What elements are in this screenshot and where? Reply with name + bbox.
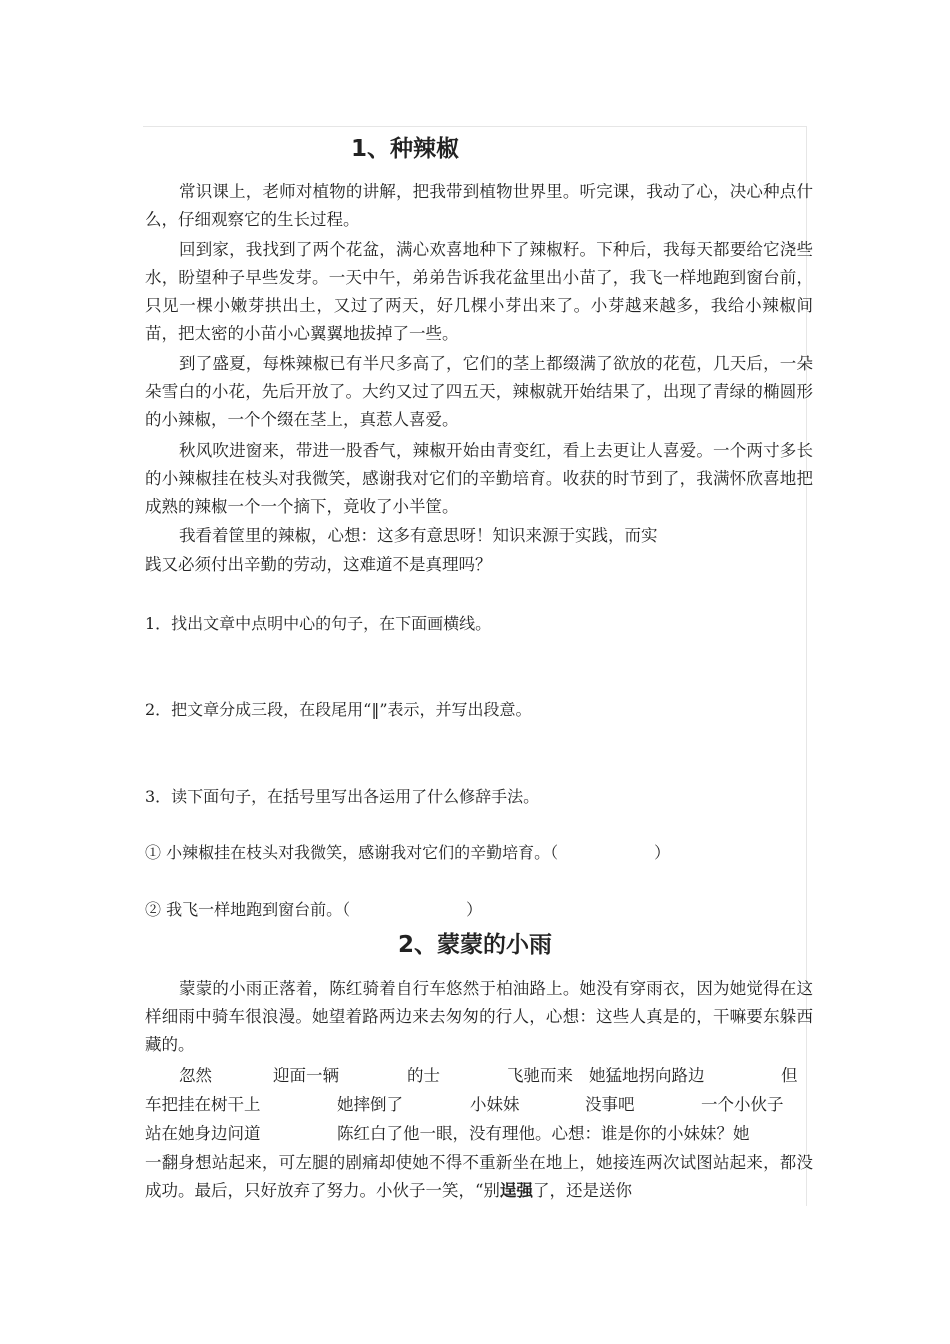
- emphasized-word: 逞强: [499, 1181, 533, 1200]
- gap-word: 的士: [407, 1066, 440, 1085]
- page-frame-top: [143, 126, 807, 127]
- gap-word: 她摔倒了: [337, 1095, 403, 1114]
- gap-word: 飞驰而来: [507, 1066, 573, 1085]
- question-1: 1．找出文章中点明中心的句子，在下面画横线。: [145, 614, 492, 633]
- section-1-paragraph-1: 常识课上，老师对植物的讲解，把我带到植物世界里。听完课，我动了心，决心种点什么，仔细观察它的生长过程。: [145, 182, 813, 229]
- gap-word: 站在她身边问道: [145, 1124, 261, 1143]
- section-2-title: 2、蒙蒙的小雨: [397, 932, 552, 958]
- sentence-1-text: ① 小辣椒挂在枝头对我微笑，感谢我对它们的辛勤培育。（: [145, 843, 559, 862]
- section-1-last-line-2: 践又必须付出辛勤的劳动，这难道不是真理吗？: [145, 555, 492, 574]
- gap-word: 没事吧: [585, 1095, 635, 1114]
- gap-word: 她猛地拐向路边: [589, 1066, 705, 1085]
- gap-word: 小妹妹: [470, 1095, 520, 1114]
- sentence-1-close: ）: [654, 843, 671, 862]
- section-1-paragraph-2: 回到家，我找到了两个花盆，满心欢喜地种下了辣椒籽。下种后，我每天都要给它浇些水，盼望种子早些发芽。一天中午，弟弟告诉我花盆里出小苗了，我飞一样地跑到窗台前，只见一棵小嫩芽拱出土，又过了两天，好几棵小芽出来了。小芽越来越多，我给小辣椒间苗，把太密的小苗小心翼翼地拔掉了一些。: [145, 240, 813, 343]
- gap-word: 迎面一辆: [273, 1066, 339, 1085]
- question-2: 2．把文章分成三段，在段尾用“‖”表示，并写出段意。: [145, 700, 532, 719]
- section-1-title: 1、种辣椒: [350, 136, 459, 162]
- sentence-2-text: ② 我飞一样地跑到窗台前。（: [145, 900, 351, 919]
- section-1-paragraph-4: 秋风吹进窗来，带进一股香气，辣椒开始由青变红，看上去更让人喜爱。一个两寸多长的小辣椒挂在枝头对我微笑，感谢我对它们的辛勤培育。收获的时节到了，我满怀欣喜地把成熟的辣椒一个一个摘下，竟收了小半筐。: [145, 441, 813, 516]
- gap-word: 一个小伙子: [701, 1095, 784, 1114]
- sentence-2-close: ）: [466, 900, 483, 919]
- gap-word: 陈红白了他一眼，没有理他。心想：谁是你的小妹妹？她: [337, 1124, 750, 1143]
- section-2-paragraph-1: 蒙蒙的小雨正落着，陈红骑着自行车悠然于柏油路上。她没有穿雨衣，因为她觉得在这样细雨中骑车很浪漫。她望着路两边来去匆匆的行人，心想：这些人真是的，干嘛要东躲西藏的。: [145, 979, 813, 1054]
- section-1-last-line-1: 我看着筐里的辣椒，心想：这多有意思呀！知识来源于实践，而实: [179, 526, 658, 545]
- gap-word: 但: [781, 1066, 798, 1085]
- sentence-2: [145, 898, 482, 922]
- gap-word: 车把挂在树干上: [145, 1095, 261, 1114]
- question-3: 3．读下面句子，在括号里写出各运用了什么修辞手法。: [145, 787, 540, 806]
- sentence-1: [145, 841, 670, 865]
- section-2-paragraph-2: 一翻身想站起来，可左腿的剧痛却使她不得不重新坐在地上，她接连两次试图站起来，都没成功。最后，只好放弃了努力。小伙子一笑，“别逞强了，还是送你: [145, 1153, 813, 1200]
- gap-word: 忽然: [179, 1066, 212, 1085]
- section-1-paragraph-3: 到了盛夏，每株辣椒已有半尺多高了，它们的茎上都缀满了欲放的花苞，几天后，一朵朵雪白的小花，先后开放了。大约又过了四五天，辣椒就开始结果了，出现了青绿的椭圆形的小辣椒，一个个缀在茎上，真惹人喜爱。: [145, 354, 813, 429]
